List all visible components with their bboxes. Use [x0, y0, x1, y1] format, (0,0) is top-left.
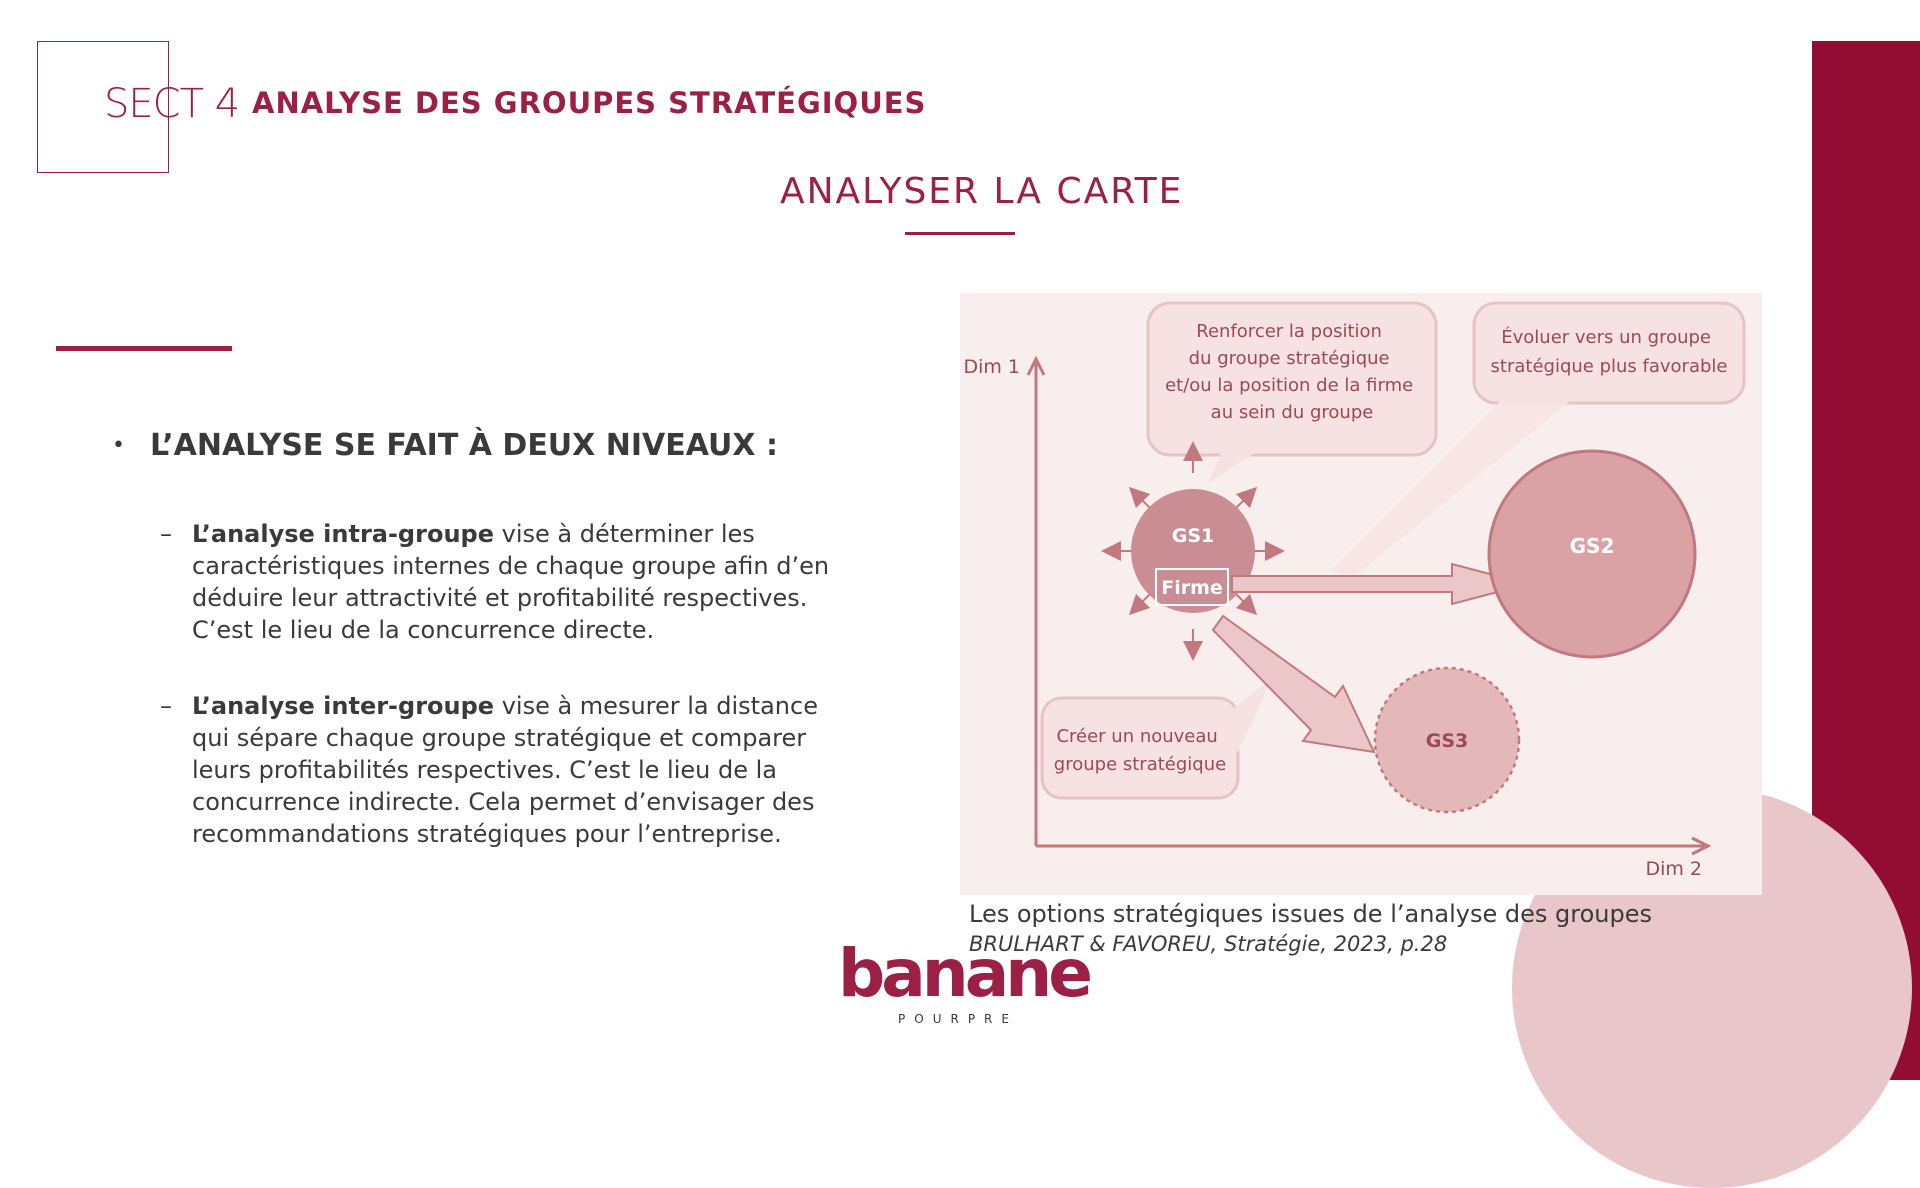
item-body: vise à mesurer la distance qui sépare chaque groupe stratégique et comparer leurs profitabilités respectives. C’est le lieu de la concurrence indirecte. Cela permet d’envisager des recommandations stratégiques pour l’entreprise.	[192, 692, 818, 848]
firme-label: Firme	[1161, 577, 1223, 599]
strategic-groups-diagram	[960, 293, 1762, 895]
bullet-dot: •	[112, 433, 125, 458]
callout-line: Renforcer la position	[1196, 321, 1382, 342]
item-text	[192, 690, 850, 850]
callout-line: du groupe stratégique	[1188, 348, 1390, 369]
gs1-label: GS1	[1171, 525, 1215, 547]
section-title: ANALYSE DES GROUPES STRATÉGIQUES	[252, 86, 927, 120]
bullet-text: L’ANALYSE SE FAIT À DEUX NIVEAUX :	[150, 428, 778, 463]
inter-group-item	[160, 690, 850, 850]
callout-line: et/ou la position de la firme	[1165, 375, 1414, 396]
logo-subtitle: POURPRE	[898, 1012, 1018, 1026]
callout-line: au sein du groupe	[1210, 402, 1374, 423]
callout-line: stratégique plus favorable	[1490, 356, 1728, 377]
diagram-svg	[960, 293, 1762, 895]
item-body: vise à déterminer les caractéristiques internes de chaque groupe afin d’en déduire leur attractivité et profitabilité respectives. C’est le lieu de la concurrence directe.	[192, 520, 830, 644]
page-title: ANALYSER LA CARTE	[780, 171, 1184, 212]
item-bold: L’analyse intra-groupe	[192, 520, 494, 548]
gs3-label: GS3	[1425, 730, 1469, 752]
callout-reinforce	[1148, 303, 1436, 483]
callout-create	[1042, 678, 1272, 798]
callout-line: Créer un nouveau	[1056, 726, 1218, 747]
gs2-label: GS2	[1569, 534, 1615, 558]
banane-pourpre-logo	[838, 935, 1090, 1038]
logo-wordmark: banane	[838, 935, 1090, 1012]
figure-caption: Les options stratégiques issues de l’analyse des groupes	[969, 900, 1652, 928]
left-accent-rule	[56, 346, 232, 351]
intra-group-item	[160, 518, 850, 646]
callout-line: Évoluer vers un groupe	[1501, 327, 1712, 348]
item-bold: L’analyse inter-groupe	[192, 692, 495, 720]
callout-line: groupe stratégique	[1053, 754, 1227, 775]
y-axis-label: Dim 1	[963, 356, 1020, 378]
dash-marker: –	[160, 520, 172, 548]
title-underline	[905, 232, 1015, 235]
figure-credit: BRULHART & FAVOREU, Stratégie, 2023, p.28	[969, 932, 1448, 956]
arrow-to-gs2	[1232, 564, 1528, 604]
dash-marker: –	[160, 692, 172, 720]
item-text	[192, 518, 850, 646]
x-axis-label: Dim 2	[1645, 858, 1702, 880]
callout-evolve	[1474, 303, 1744, 403]
section-label: SECT 4	[104, 81, 240, 127]
main-bullet	[112, 428, 778, 464]
